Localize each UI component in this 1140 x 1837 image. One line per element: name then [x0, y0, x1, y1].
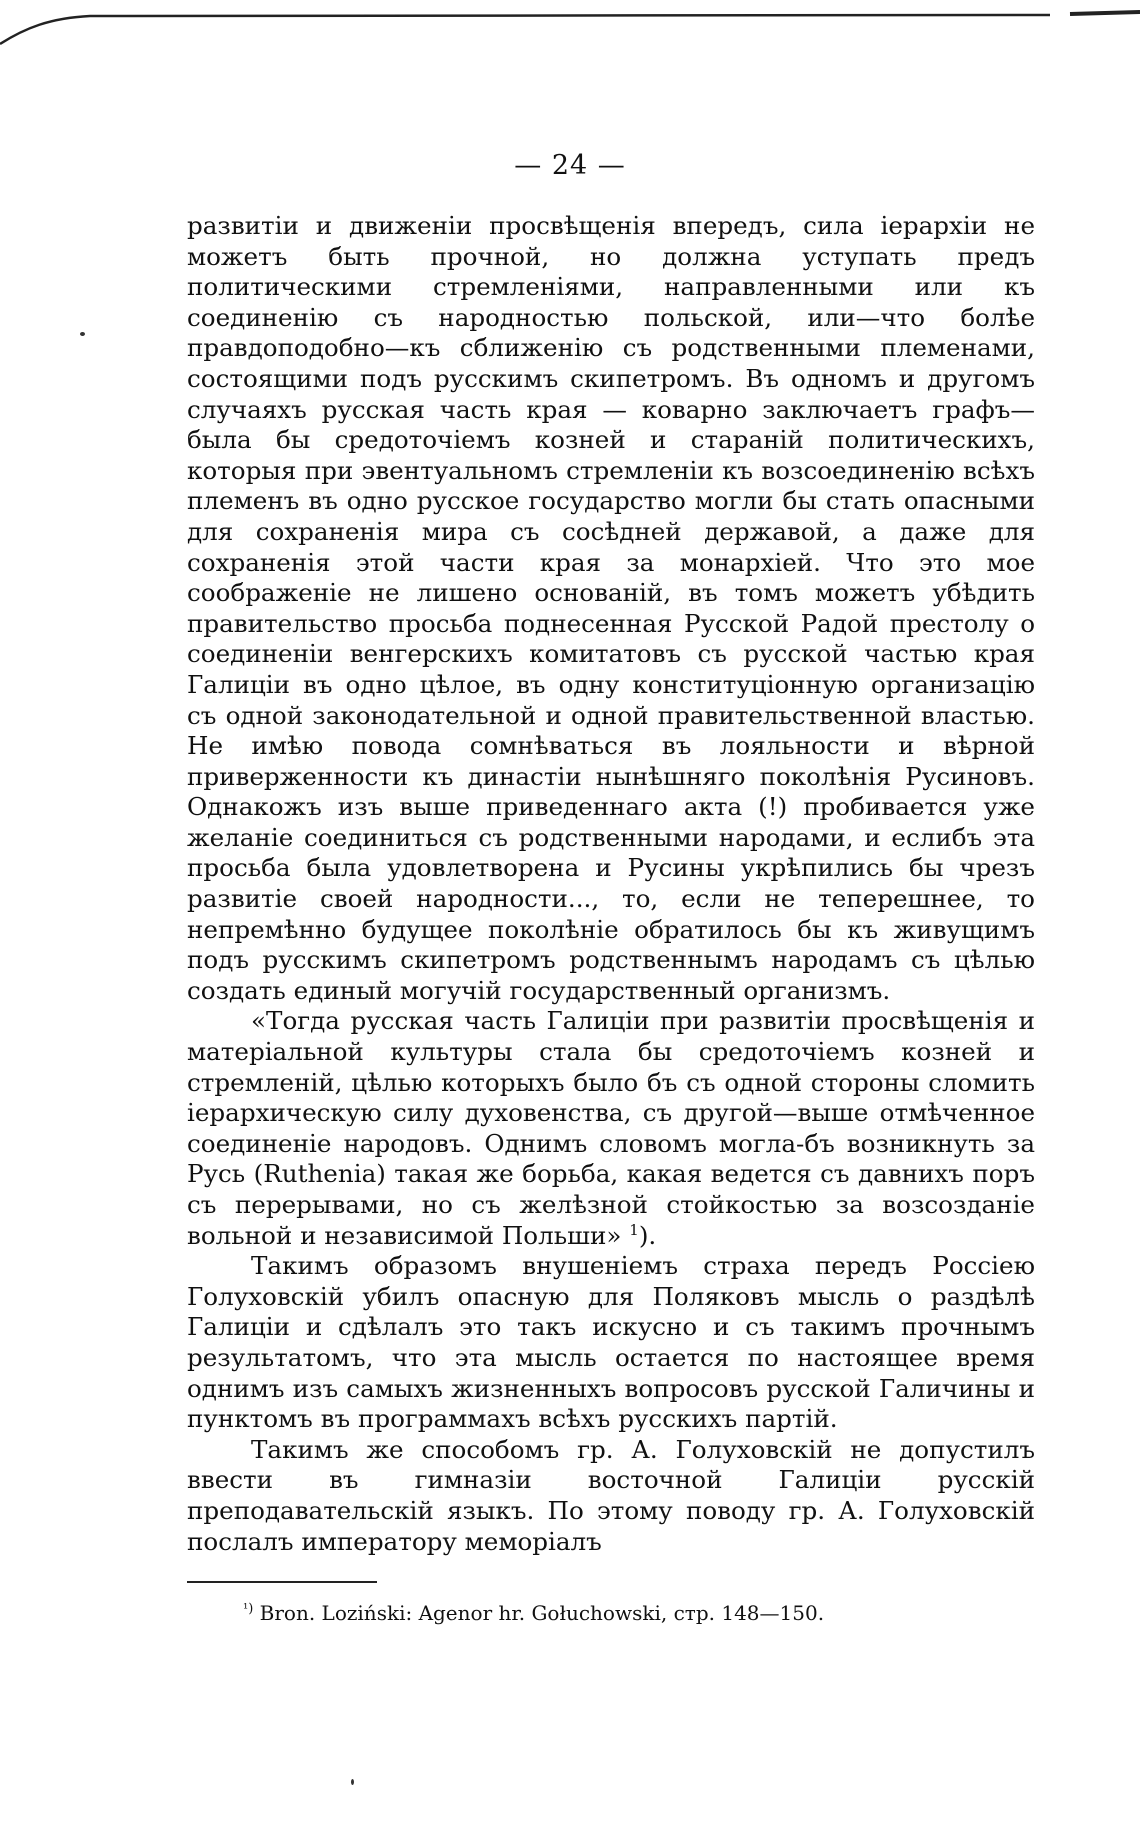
paragraph: Такимъ образомъ внушеніемъ страха передъ Россіею Голуховскій убилъ опасную для Поляковъ мысль о раздѣлѣ Галиціи и сдѣлалъ это такъ искусно и съ такимъ прочнымъ результатомъ, что эта мысль остается по настоящее время однимъ изъ самыхъ жизненныхъ вопросовъ русской Галичины и пунктомъ въ программахъ всѣхъ русскихъ партій. [187, 1251, 1035, 1434]
scan-speck [80, 332, 85, 336]
scan-speck [351, 1779, 354, 1785]
paragraph-quote-text: «Тогда русская часть Галиціи при развитіи просвѣщенія и матеріальной культуры стала бы средоточіемъ козней и стремленій, цѣлью которыхъ было бъ съ одной стороны сломить іерархическую силу духовенства, съ другой—выше отмѣченное соединеніе народовъ. Однимъ словомъ могла-бъ возникнуть за Русь (Ruthenia) такая же борьба, какая ведется съ давнихъ поръ съ перерывами, но съ желѣзной стойкостью за возсозданіе вольной и независимой Польши» [187, 1006, 1035, 1250]
paragraph: развитіи и движеніи просвѣщенія впередъ, сила іерархіи не можетъ быть прочной, но должна уступать предъ политическими стремленіями, направленными или къ соединенію съ народностью польской, или—что болѣе правдоподобно—къ сближенію съ родственными племенами, состоящими подъ русскимъ скипетромъ. Въ одномъ и другомъ случаяхъ русская часть края — коварно заключаетъ графъ—была бы средоточіемъ козней и стараній политическихъ, которыя при эвентуальномъ стремленіи къ возсоединенію всѣхъ племенъ въ одно русское государство могли бы стать опасными для сохраненія мира съ сосѣдней державой, а даже для сохраненія этой части края за монархіей. Что это мое соображеніе не лишено основаній, въ томъ можетъ убѣдить правительство просьба поднесенная Русской Радой престолу о соединеніи венгерскихъ комитатовъ съ русской частью края Галиціи въ одно цѣлое, въ одну конституціонную организацію съ одной законодательной и одной правительственной властью. Не имѣю повода сомнѣваться въ лояльности и вѣрной приверженности къ династіи нынѣшняго поколѣнія Русиновъ. Однакожъ изъ выше приведеннаго акта (!) пробивается уже желаніе соединиться съ родственными народами, и еслибъ эта просьба была удовлетворена и Русины укрѣпились бы чрезъ развитіе своей народности..., то, если не теперешнее, то непремѣнно будущее поколѣніе обратилось бы къ живущимъ подъ русскимъ скипетромъ родственнымъ народамъ съ цѣлью создать единый могучій государственный организмъ. [187, 211, 1035, 1005]
footnote [243, 1600, 1033, 1626]
paragraph-quote [187, 1006, 1035, 1251]
scan-top-edge [0, 0, 1140, 60]
paragraph: Такимъ же способомъ гр. А. Голуховскій не допустилъ ввести въ гимназіи восточной Галиціи русскій преподавательскій языкъ. По этому поводу гр. А. Голуховскій послалъ императору меморіалъ [187, 1434, 1035, 1556]
footnote-divider [187, 1581, 377, 1583]
paragraph-quote-tail: ). [638, 1220, 657, 1250]
page-number: — 24 — [514, 150, 626, 181]
footnote-reference: 1 [629, 1220, 639, 1239]
footnote-text: Bron. Loziński: Agenor hr. Gołuchowski, стр. 148—150. [259, 1601, 825, 1625]
footnote-marker: ¹) [243, 1601, 254, 1617]
body-text [187, 211, 1035, 1557]
